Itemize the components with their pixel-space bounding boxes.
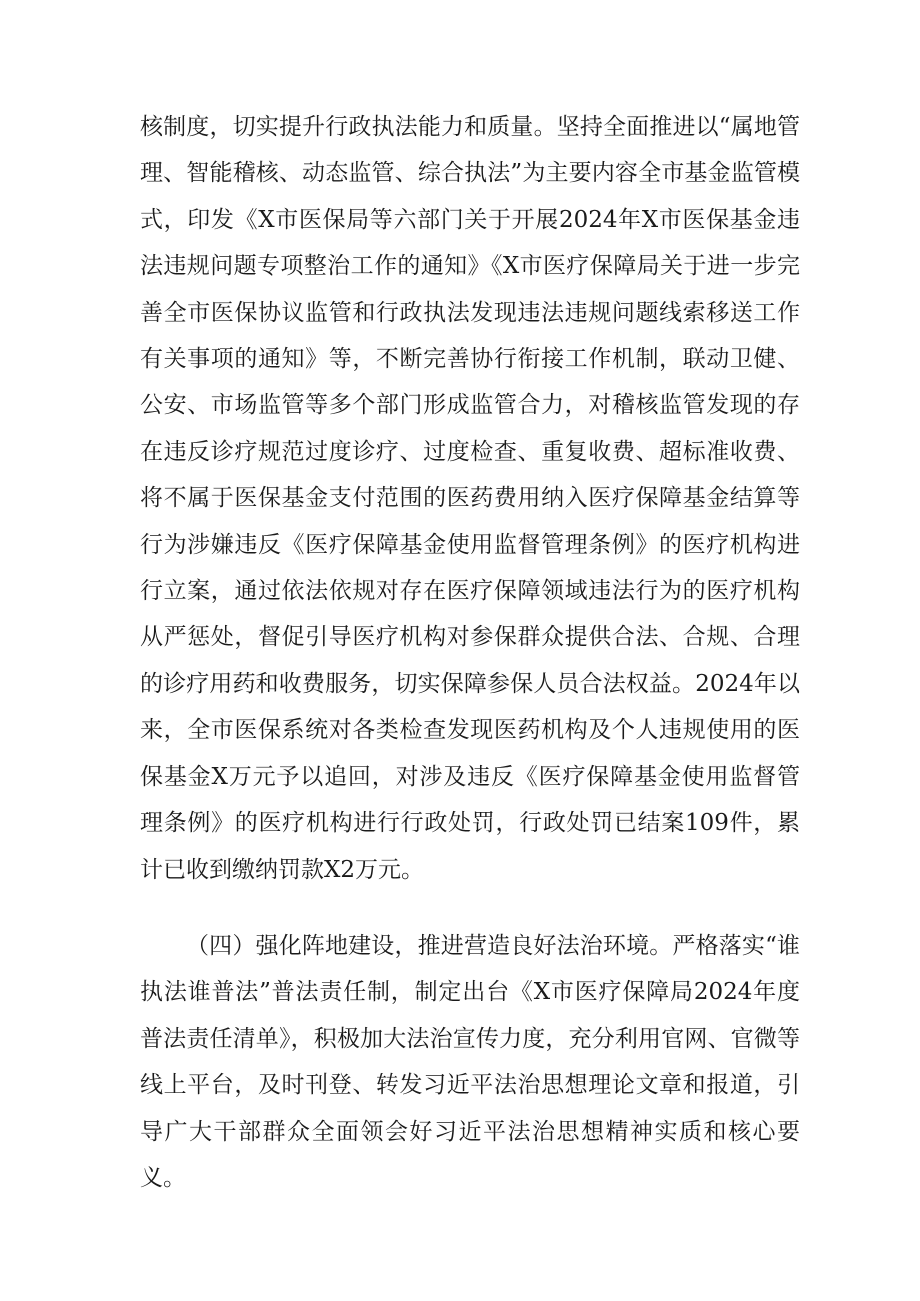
paragraph-continued: 核制度，切实提升行政执法能力和质量。坚持全面推进以“属地管理、智能稽核、动态监管、综合执法”为主要内容全市基金监管模式，印发《X市医保局等六部门关于开展2024年X市医保基金违法违规问题专项整治工作的通知》《X市医疗保障局关于进一步完善全市医保协议监管和行政执法发现违法违规问题线索移送工作有关事项的通知》等，不断完善协行衔接工作机制，联动卫健、公安、市场监管等多个部门形成监管合力，对稽核监管发现的存在违反诊疗规范过度诊疗、过度检查、重复收费、超标准收费、将不属于医保基金支付范围的医药费用纳入医疗保障基金结算等行为涉嫌违反《医疗保障基金使用监督管理条例》的医疗机构进行立案，通过依法依规对存在医疗保障领域违法行为的医疗机构从严惩处，督促引导医疗机构对参保群众提供合法、合规、合理的诊疗用药和收费服务，切实保障参保人员合法权益。2024年以来，全市医保系统对各类检查发现医药机构及个人违规使用的医保基金X万元予以追回，对涉及违反《医疗保障基金使用监督管理条例》的医疗机构进行行政处罚，行政处罚已结案109件，累计已收到缴纳罚款X2万元。 (140, 114, 800, 883)
paragraph-section-four: （四）强化阵地建设，推进营造良好法治环境。严格落实“谁执法谁普法”普法责任制，制定出台《X市医疗保障局2024年度普法责任清单》，积极加大法治宣传力度，充分利用官网、官微等线上平台，及时刊登、转发习近平法治思想理论文章和报道，引导广大干部群众全面领会好习近平法治思想精神实质和核心要义。 (140, 933, 800, 1192)
